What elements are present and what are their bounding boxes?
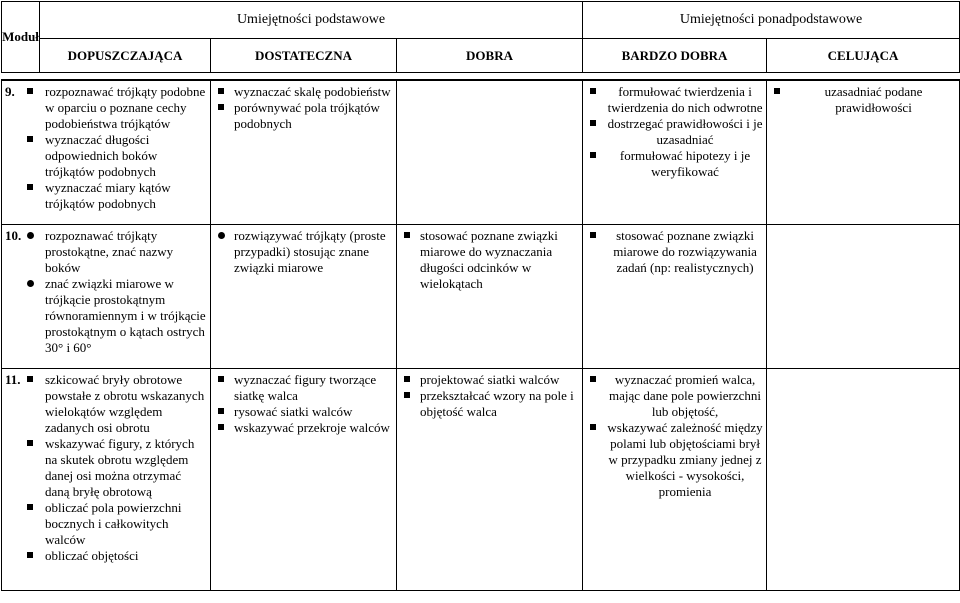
list-item: rozpoznawać trójkąty prostokątne, znać nazwy boków (23, 228, 208, 276)
list-item: obliczać objętości (23, 548, 208, 564)
cell-celujaca (767, 368, 960, 590)
list-item: wyznaczać skalę podobieństw (214, 84, 394, 100)
table-row (2, 368, 960, 590)
spacer-row (2, 73, 960, 81)
bullet-list (770, 84, 957, 116)
bullet-list (586, 372, 764, 500)
cell-dobra (397, 224, 583, 368)
cell-dopuszczajaca (2, 224, 211, 368)
bullet-list (400, 228, 580, 292)
table-row (2, 224, 960, 368)
table-row (2, 80, 960, 224)
module-number: 11. (5, 371, 21, 387)
bullet-list (23, 228, 208, 356)
list-item: rozwiązywać trójkąty (proste przypadki) stosując znane związki miarowe (214, 228, 394, 276)
list-item: wyznaczać promień walca, mając dane pole powierzchni lub objętość, (586, 372, 764, 420)
cell-dopuszczajaca (2, 368, 211, 590)
list-item: przekształcać wzory na pole i objętość walca (400, 388, 580, 420)
list-item: szkicować bryły obrotowe powstałe z obrotu wskazanych wielokątów względem zadanych osi obrotu (23, 372, 208, 436)
bullet-list (400, 372, 580, 420)
basic-skills-header: Umiejętności podstawowe (40, 2, 583, 39)
level-header-dobra: DOBRA (397, 39, 583, 73)
cell-dopuszczajaca (2, 80, 211, 224)
list-item: rysować siatki walców (214, 404, 394, 420)
cell-dostateczna (211, 224, 397, 368)
module-number: 9. (5, 84, 15, 99)
list-item: znać związki miarowe w trójkącie prostokątnym równoramiennym i w trójkącie prostokątnym o kątach ostrych 30° i 60° (23, 276, 208, 356)
list-item: rozpoznawać trójkąty podobne w oparciu o poznane cechy podobieństwa trójkątów (23, 84, 208, 132)
list-item: wyznaczać długości odpowiednich boków trójkątów podobnych (23, 132, 208, 180)
list-item: wskazywać zależność między polami lub objętościami brył w przypadku zmiany jednej z wielkości - wysokości, promienia (586, 420, 764, 500)
list-item: obliczać pola powierzchni bocznych i całkowitych walców (23, 500, 208, 548)
list-item: wyznaczać miary kątów trójkątów podobnych (23, 180, 208, 212)
cell-celujaca (767, 224, 960, 368)
list-item: wskazywać przekroje walców (214, 420, 394, 436)
list-item: formułować twierdzenia i twierdzenia do nich odwrotne (586, 84, 764, 116)
cell-celujaca (767, 80, 960, 224)
list-item: uzasadniać podane prawidłowości (770, 84, 957, 116)
header-row-levels (2, 39, 960, 73)
bullet-list (214, 84, 394, 132)
cell-dobra (397, 80, 583, 224)
module-number: 10. (5, 227, 22, 243)
list-item: stosować poznane związki miarowe do wyznaczania długości odcinków w wielokątach (400, 228, 580, 292)
bullet-list (23, 372, 208, 564)
bullet-list (214, 228, 394, 276)
cell-dostateczna (211, 80, 397, 224)
list-item: wskazywać figury, z których na skutek obrotu względem danej osi można otrzymać daną bryłę obrotową (23, 436, 208, 500)
level-header-dopuszczajaca: DOPUSZCZAJĄCA (40, 39, 211, 73)
cell-dostateczna (211, 368, 397, 590)
list-item: porównywać pola trójkątów podobnych (214, 100, 394, 132)
list-item: stosować poznane związki miarowe do rozwiązywania zadań (np: realistycznych) (586, 228, 764, 276)
bullet-list (586, 228, 764, 276)
level-header-dostateczna: DOSTATECZNA (211, 39, 397, 73)
list-item: projektować siatki walców (400, 372, 580, 388)
cell-dobra (397, 368, 583, 590)
bullet-list (23, 84, 208, 212)
advanced-skills-header: Umiejętności ponadpodstawowe (583, 2, 960, 39)
cell-bardzo-dobra (583, 224, 767, 368)
header-row-skills (2, 2, 960, 39)
list-item: dostrzegać prawidłowości i je uzasadniać (586, 116, 764, 148)
bullet-list (214, 372, 394, 436)
requirements-table (1, 1, 960, 591)
list-item: wyznaczać figury tworzące siatkę walca (214, 372, 394, 404)
list-item: formułować hipotezy i je weryfikować (586, 148, 764, 180)
cell-bardzo-dobra (583, 80, 767, 224)
bullet-list (586, 84, 764, 180)
level-header-bardzo-dobra: BARDZO DOBRA (583, 39, 767, 73)
modul-header: Moduł (2, 2, 40, 73)
level-header-celujaca: CELUJĄCA (767, 39, 960, 73)
cell-bardzo-dobra (583, 368, 767, 590)
